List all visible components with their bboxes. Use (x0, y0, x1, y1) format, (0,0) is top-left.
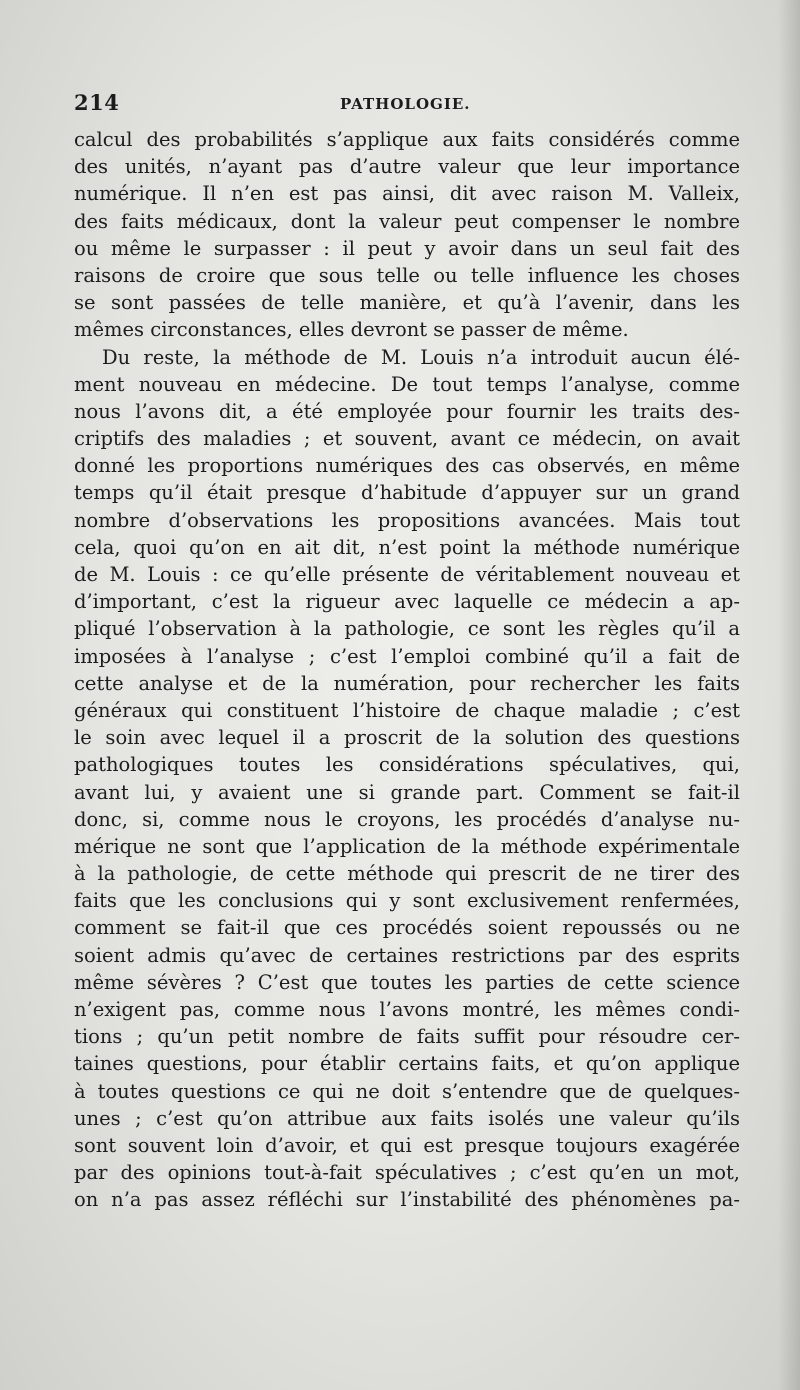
text-line: généraux qui constituent l’histoire de chaque maladie ; c’est (74, 698, 740, 722)
text-line: mérique ne sont que l’application de la méthode expérimentale (74, 834, 740, 858)
page-edge-shadow (778, 0, 800, 1390)
text-line: cela, quoi qu’on en ait dit, n’est point la méthode numérique (74, 535, 740, 559)
text-line: calcul des probabilités s’applique aux faits considérés comme (74, 128, 740, 151)
text-line: à toutes questions ce qui ne doit s’entendre que de quelques- (74, 1079, 740, 1103)
text-line: par des opinions tout-à-fait spéculatives ; c’est qu’en un mot, (74, 1161, 740, 1185)
text-line: taines questions, pour établir certains faits, et qu’on applique (74, 1052, 740, 1076)
text-line: à la pathologie, de cette méthode qui prescrit de ne tirer des (74, 862, 740, 886)
text-line: ment nouveau en médecine. De tout temps l’analyse, comme (74, 372, 740, 396)
text-line: donc, si, comme nous le croyons, les procédés d’analyse nu- (74, 807, 740, 831)
text-line: se sont passées de telle manière, et qu’à l’avenir, dans les (74, 291, 740, 315)
text-line: soient admis qu’avec de certaines restrictions par des esprits (74, 943, 740, 967)
text-line: criptifs des maladies ; et souvent, avant ce médecin, on avait (74, 427, 740, 451)
text-line: avant lui, y avaient une si grande part. Comment se fait-il (74, 780, 740, 804)
text-line: nous l’avons dit, a été employée pour fournir les traits des- (74, 399, 740, 423)
text-line: pliqué l’observation à la pathologie, ce sont les règles qu’il a (74, 617, 740, 641)
paragraph-1 (74, 126, 740, 344)
body-text (74, 126, 740, 1214)
text-line: des unités, n’ayant pas d’autre valeur que leur importance (74, 155, 740, 179)
text-line: donné les proportions numériques des cas observés, en même (74, 454, 740, 478)
running-title: PATHOLOGIE. (340, 95, 471, 113)
text-line: de M. Louis : ce qu’elle présente de véritablement nouveau et (74, 563, 740, 586)
text-line: cette analyse et de la numération, pour rechercher les faits (74, 671, 740, 695)
text-line: mêmes circonstances, elles devront se passer de même. (74, 318, 629, 342)
text-line: des faits médicaux, dont la valeur peut compenser le nombre (74, 209, 740, 233)
paragraph-2 (74, 344, 740, 1214)
text-line: temps qu’il était presque d’habitude d’appuyer sur un grand (74, 481, 740, 505)
text-line: ou même le surpasser : il peut y avoir dans un seul fait des (74, 236, 740, 260)
text-line: n’exigent pas, comme nous l’avons montré, les mêmes condi- (74, 998, 740, 1021)
text-line: d’important, c’est la rigueur avec laquelle ce médecin a ap- (74, 590, 740, 614)
text-line: comment se fait-il que ces procédés soient repoussés ou ne (74, 916, 740, 940)
text-line: le soin avec lequel il a proscrit de la solution des questions (74, 726, 740, 750)
text-line: pathologiques toutes les considérations spéculatives, qui, (74, 753, 740, 777)
page-header (74, 90, 742, 122)
text-line: tions ; qu’un petit nombre de faits suffit pour résoudre cer- (74, 1025, 740, 1049)
page-number: 214 (74, 90, 120, 115)
text-line: numérique. Il n’en est pas ainsi, dit avec raison M. Valleix, (74, 182, 740, 206)
text-line: sont souvent loin d’avoir, et qui est presque toujours exagérée (74, 1133, 740, 1157)
text-line: raisons de croire que sous telle ou telle influence les choses (74, 263, 740, 287)
text-line: imposées à l’analyse ; c’est l’emploi combiné qu’il a fait de (74, 644, 740, 668)
text-line: Du reste, la méthode de M. Louis n’a introduit aucun élé- (102, 345, 740, 369)
text-line: on n’a pas assez réfléchi sur l’instabilité des phénomènes pa- (74, 1188, 740, 1212)
text-line: faits que les conclusions qui y sont exclusivement renfermées, (74, 889, 740, 913)
text-line: unes ; c’est qu’on attribue aux faits isolés une valeur qu’ils (74, 1106, 740, 1130)
text-line: nombre d’observations les propositions avancées. Mais tout (74, 508, 740, 532)
text-line: même sévères ? C’est que toutes les parties de cette science (74, 970, 740, 994)
